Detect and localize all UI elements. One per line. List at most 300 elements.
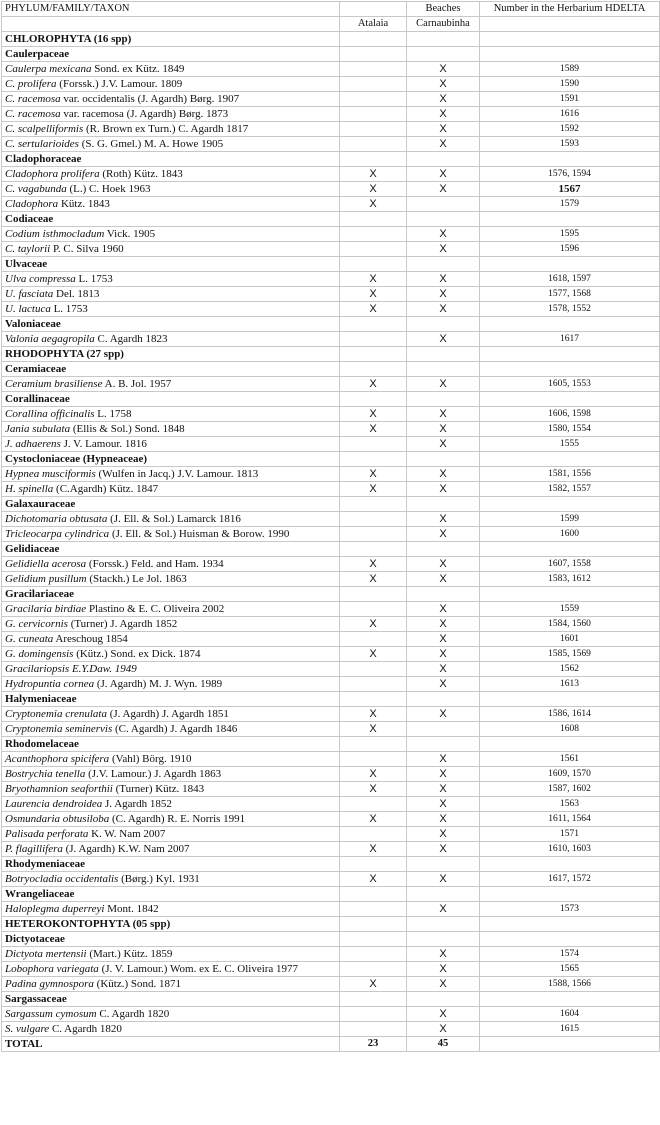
family-name: Cladophoraceae xyxy=(2,152,340,167)
scientific-name: C. sertularioides xyxy=(5,138,79,150)
family-row xyxy=(2,542,660,557)
carnaubinha-mark: X xyxy=(407,122,480,137)
carnaubinha-mark: X xyxy=(407,767,480,782)
carnaubinha-mark: X xyxy=(407,557,480,572)
scientific-name: J. adhaerens xyxy=(5,438,61,450)
carnaubinha-cell xyxy=(407,362,480,377)
family-row xyxy=(2,737,660,752)
authority: (J. V. Lamour.) Wom. ex E. C. Oliveira 1977 xyxy=(98,963,299,975)
atalaia-mark xyxy=(340,122,407,137)
carnaubinha-cell xyxy=(407,452,480,467)
taxon-row xyxy=(2,632,660,647)
carnaubinha-mark: X xyxy=(407,782,480,797)
carnaubinha-mark: X xyxy=(407,647,480,662)
family-row xyxy=(2,497,660,512)
carnaubinha-mark: X xyxy=(407,92,480,107)
carnaubinha-mark: X xyxy=(407,302,480,317)
family-name: Gracilariaceae xyxy=(2,587,340,602)
scientific-name: Gracilariopsis xyxy=(5,663,70,675)
header-spacer xyxy=(480,17,660,32)
herbarium-number: 1611, 1564 xyxy=(480,812,660,827)
phylum-row xyxy=(2,347,660,362)
herbarium-number: 1607, 1558 xyxy=(480,557,660,572)
taxon-row xyxy=(2,557,660,572)
atalaia-cell xyxy=(340,692,407,707)
taxon-name-cell xyxy=(2,167,340,182)
herbarium-number: 1578, 1552 xyxy=(480,302,660,317)
herbarium-number: 1616 xyxy=(480,107,660,122)
herbarium-cell xyxy=(480,587,660,602)
carnaubinha-cell xyxy=(407,257,480,272)
authority: A. B. Jol. 1957 xyxy=(102,378,172,390)
scientific-name: Gracilaria birdiae xyxy=(5,603,87,615)
scientific-name: G. cuneata xyxy=(5,633,54,645)
scientific-name: C. vagabunda xyxy=(5,183,67,195)
taxon-row xyxy=(2,137,660,152)
herbarium-number: 1583, 1612 xyxy=(480,572,660,587)
taxon-name-cell xyxy=(2,482,340,497)
herbarium-number: 1600 xyxy=(480,527,660,542)
family-row xyxy=(2,587,660,602)
scientific-name: C. prolifera xyxy=(5,78,57,90)
authority: (C. Agardh) J. Agardh 1846 xyxy=(112,723,238,735)
atalaia-mark: X xyxy=(340,407,407,422)
atalaia-mark xyxy=(340,752,407,767)
atalaia-mark xyxy=(340,947,407,962)
family-name: Galaxauraceae xyxy=(2,497,340,512)
herbarium-number: 1610, 1603 xyxy=(480,842,660,857)
total-row xyxy=(2,1037,660,1052)
taxon-name-cell xyxy=(2,137,340,152)
authority: (C.Agardh) Kütz. 1847 xyxy=(53,483,159,495)
atalaia-cell xyxy=(340,347,407,362)
scientific-name: Caulerpa mexicana xyxy=(5,63,92,75)
total-carnaubinha: 45 xyxy=(407,1037,480,1052)
carnaubinha-cell xyxy=(407,932,480,947)
family-row xyxy=(2,932,660,947)
family-name: Halymeniaceae xyxy=(2,692,340,707)
family-name: Gelidiaceae xyxy=(2,542,340,557)
scientific-name: Botryocladia occidentalis xyxy=(5,873,119,885)
family-row xyxy=(2,257,660,272)
taxon-name-cell xyxy=(2,842,340,857)
authority: (C. Agardh) R. E. Norris 1991 xyxy=(109,813,246,825)
total-atalaia: 23 xyxy=(340,1037,407,1052)
herbarium-cell xyxy=(480,212,660,227)
carnaubinha-mark: X xyxy=(407,947,480,962)
taxon-row xyxy=(2,122,660,137)
authority: L. 1753 xyxy=(50,303,88,315)
herbarium-number: 1605, 1553 xyxy=(480,377,660,392)
herbarium-number: 1596 xyxy=(480,242,660,257)
herbarium-number: 1585, 1569 xyxy=(480,647,660,662)
col-header-beaches: Beaches xyxy=(407,2,480,17)
scientific-name: Cryptonemia crenulata xyxy=(5,708,107,720)
herbarium-number: 1590 xyxy=(480,77,660,92)
family-name: Valoniaceae xyxy=(2,317,340,332)
herbarium-cell xyxy=(480,392,660,407)
family-name: Sargassaceae xyxy=(2,992,340,1007)
scientific-name: C. racemosa xyxy=(5,108,61,120)
atalaia-cell xyxy=(340,992,407,1007)
taxon-name-cell xyxy=(2,242,340,257)
authority: (J. Ell. & Sol.) Lamarck 1816 xyxy=(107,513,241,525)
herbarium-cell xyxy=(480,317,660,332)
herbarium-cell xyxy=(480,692,660,707)
authority: (Wulfen in Jacq.) J.V. Lamour. 1813 xyxy=(95,468,259,480)
col-header-blank xyxy=(340,2,407,17)
carnaubinha-cell xyxy=(407,497,480,512)
herbarium-number: 1563 xyxy=(480,797,660,812)
family-name: Wrangeliaceae xyxy=(2,887,340,902)
taxon-name-cell xyxy=(2,62,340,77)
taxon-row xyxy=(2,242,660,257)
taxon-row xyxy=(2,167,660,182)
taxon-name-cell xyxy=(2,812,340,827)
scientific-name: Bryothamnion seaforthii xyxy=(5,783,113,795)
carnaubinha-cell xyxy=(407,737,480,752)
taxon-name-cell xyxy=(2,527,340,542)
authority: L. 1758 xyxy=(94,408,132,420)
herbarium-number: 1593 xyxy=(480,137,660,152)
carnaubinha-mark: X xyxy=(407,482,480,497)
table-body xyxy=(2,2,660,1052)
atalaia-mark: X xyxy=(340,977,407,992)
atalaia-mark: X xyxy=(340,167,407,182)
taxon-row xyxy=(2,962,660,977)
family-row xyxy=(2,152,660,167)
herbarium-number: 1591 xyxy=(480,92,660,107)
taxon-name-cell xyxy=(2,617,340,632)
herbarium-number: 1587, 1602 xyxy=(480,782,660,797)
atalaia-mark xyxy=(340,527,407,542)
carnaubinha-mark: X xyxy=(407,407,480,422)
carnaubinha-mark: X xyxy=(407,812,480,827)
authority: (J. Ell. & Sol.) Huisman & Borow. 1990 xyxy=(109,528,290,540)
family-name: Cystocloniaceae (Hypneaceae) xyxy=(2,452,340,467)
taxon-row xyxy=(2,77,660,92)
taxon-row xyxy=(2,872,660,887)
atalaia-mark xyxy=(340,227,407,242)
carnaubinha-mark: X xyxy=(407,77,480,92)
authority: Areschoug 1854 xyxy=(53,633,128,645)
taxon-row xyxy=(2,302,660,317)
herbarium-number: 1615 xyxy=(480,1022,660,1037)
atalaia-mark: X xyxy=(340,872,407,887)
phylum-name: RHODOPHYTA (27 spp) xyxy=(2,347,340,362)
carnaubinha-cell xyxy=(407,692,480,707)
family-name: Codiaceae xyxy=(2,212,340,227)
taxon-row xyxy=(2,467,660,482)
taxon-row xyxy=(2,1022,660,1037)
taxon-name-cell xyxy=(2,752,340,767)
herbarium-number: 1574 xyxy=(480,947,660,962)
herbarium-number: 1604 xyxy=(480,1007,660,1022)
herbarium-cell xyxy=(480,47,660,62)
phylum-row xyxy=(2,32,660,47)
taxon-row xyxy=(2,107,660,122)
species-table xyxy=(1,1,660,1052)
atalaia-mark: X xyxy=(340,722,407,737)
carnaubinha-cell xyxy=(407,917,480,932)
scientific-name: Tricleocarpa cylindrica xyxy=(5,528,110,540)
col-header-atalaia: Atalaia xyxy=(340,17,407,32)
atalaia-cell xyxy=(340,47,407,62)
taxon-row xyxy=(2,272,660,287)
family-row xyxy=(2,857,660,872)
family-row xyxy=(2,212,660,227)
atalaia-mark xyxy=(340,827,407,842)
atalaia-cell xyxy=(340,887,407,902)
total-label: TOTAL xyxy=(2,1037,340,1052)
scientific-name: Cladophora xyxy=(5,198,59,210)
atalaia-mark: X xyxy=(340,707,407,722)
scientific-name: Gelidium pusillum xyxy=(5,573,87,585)
family-row xyxy=(2,392,660,407)
authority: K. W. Nam 2007 xyxy=(88,828,166,840)
taxon-name-cell xyxy=(2,1007,340,1022)
scientific-name: Lobophora variegata xyxy=(5,963,99,975)
authority: (Turner) J. Agardh 1852 xyxy=(67,618,178,630)
taxon-name-cell xyxy=(2,827,340,842)
header-spacer xyxy=(2,17,340,32)
authority: Kütz. 1843 xyxy=(58,198,110,210)
taxon-name-cell xyxy=(2,272,340,287)
carnaubinha-mark xyxy=(407,197,480,212)
carnaubinha-mark: X xyxy=(407,377,480,392)
taxon-name-cell xyxy=(2,722,340,737)
taxon-name-cell xyxy=(2,377,340,392)
taxon-row xyxy=(2,902,660,917)
herbarium-number: 1599 xyxy=(480,512,660,527)
authority: (Mart.) Kütz. 1859 xyxy=(86,948,173,960)
atalaia-cell xyxy=(340,737,407,752)
authority: Mont. 1842 xyxy=(104,903,159,915)
herbarium-cell xyxy=(480,452,660,467)
herbarium-cell xyxy=(480,857,660,872)
atalaia-cell xyxy=(340,32,407,47)
taxon-row xyxy=(2,752,660,767)
atalaia-mark xyxy=(340,602,407,617)
herbarium-cell xyxy=(480,992,660,1007)
atalaia-cell xyxy=(340,212,407,227)
carnaubinha-mark: X xyxy=(407,962,480,977)
herbarium-cell xyxy=(480,362,660,377)
taxon-name-cell xyxy=(2,977,340,992)
atalaia-mark: X xyxy=(340,467,407,482)
herbarium-number: 1606, 1598 xyxy=(480,407,660,422)
carnaubinha-cell xyxy=(407,887,480,902)
carnaubinha-mark: X xyxy=(407,617,480,632)
taxon-row xyxy=(2,782,660,797)
authority: L. 1753 xyxy=(75,273,113,285)
herbarium-number: 1589 xyxy=(480,62,660,77)
herbarium-number: 1562 xyxy=(480,662,660,677)
taxon-row xyxy=(2,617,660,632)
phylum-name: CHLOROPHYTA (16 spp) xyxy=(2,32,340,47)
herbarium-number: 1617, 1572 xyxy=(480,872,660,887)
authority: (J. Agardh) K.W. Nam 2007 xyxy=(62,843,190,855)
herbarium-number: 1609, 1570 xyxy=(480,767,660,782)
authority: (L.) C. Hoek 1963 xyxy=(66,183,151,195)
taxon-row xyxy=(2,332,660,347)
carnaubinha-mark: X xyxy=(407,797,480,812)
taxon-row xyxy=(2,827,660,842)
authority: C. Agardh 1820 xyxy=(96,1008,170,1020)
atalaia-mark xyxy=(340,797,407,812)
family-name: Ceramiaceae xyxy=(2,362,340,377)
carnaubinha-mark: X xyxy=(407,227,480,242)
carnaubinha-mark: X xyxy=(407,872,480,887)
authority: var. occidentalis (J. Agardh) Børg. 1907 xyxy=(60,93,240,105)
authority: J. V. Lamour. 1816 xyxy=(60,438,147,450)
scientific-name: Gelidiella acerosa xyxy=(5,558,87,570)
authority: (Børg.) Kyl. 1931 xyxy=(118,873,200,885)
taxon-name-cell xyxy=(2,467,340,482)
atalaia-cell xyxy=(340,857,407,872)
authority: C. Agardh 1820 xyxy=(49,1023,122,1035)
taxon-name-cell xyxy=(2,182,340,197)
herbarium-number: 1561 xyxy=(480,752,660,767)
taxon-row xyxy=(2,62,660,77)
herbarium-cell xyxy=(480,932,660,947)
authority: Vick. 1905 xyxy=(104,228,156,240)
herbarium-number: 1559 xyxy=(480,602,660,617)
carnaubinha-cell xyxy=(407,47,480,62)
carnaubinha-cell xyxy=(407,212,480,227)
taxon-name-cell xyxy=(2,572,340,587)
family-name: Rhodymeniaceae xyxy=(2,857,340,872)
taxon-row xyxy=(2,722,660,737)
atalaia-mark: X xyxy=(340,572,407,587)
authority: Del. 1813 xyxy=(53,288,100,300)
atalaia-mark xyxy=(340,77,407,92)
carnaubinha-cell xyxy=(407,992,480,1007)
herbarium-number: 1592 xyxy=(480,122,660,137)
herbarium-number: 1584, 1560 xyxy=(480,617,660,632)
taxon-row xyxy=(2,1007,660,1022)
scientific-name: Laurencia dendroidea xyxy=(5,798,103,810)
taxon-name-cell xyxy=(2,227,340,242)
taxon-name-cell xyxy=(2,437,340,452)
scientific-name: U. fasciata xyxy=(5,288,54,300)
atalaia-cell xyxy=(340,317,407,332)
taxon-name-cell xyxy=(2,632,340,647)
carnaubinha-mark: X xyxy=(407,167,480,182)
taxon-row xyxy=(2,512,660,527)
carnaubinha-mark: X xyxy=(407,632,480,647)
herbarium-number: 1613 xyxy=(480,677,660,692)
family-name: Dictyotaceae xyxy=(2,932,340,947)
authority: (Forssk.) J.V. Lamour. 1809 xyxy=(56,78,183,90)
carnaubinha-cell xyxy=(407,857,480,872)
atalaia-cell xyxy=(340,152,407,167)
family-row xyxy=(2,362,660,377)
scientific-name: Dichotomaria obtusata xyxy=(5,513,108,525)
authority: (Ellis & Sol.) Sond. 1848 xyxy=(70,423,185,435)
taxon-name-cell xyxy=(2,332,340,347)
col-header-herbarium: Number in the Herbarium HDELTA xyxy=(480,2,660,17)
scientific-name: Dictyota mertensii xyxy=(5,948,87,960)
herbarium-cell xyxy=(480,737,660,752)
authority: (S. G. Gmel.) M. A. Howe 1905 xyxy=(78,138,224,150)
atalaia-mark xyxy=(340,962,407,977)
scientific-name: P. flagillifera xyxy=(5,843,63,855)
atalaia-mark xyxy=(340,902,407,917)
atalaia-cell xyxy=(340,497,407,512)
atalaia-mark xyxy=(340,632,407,647)
family-row xyxy=(2,692,660,707)
atalaia-mark: X xyxy=(340,422,407,437)
taxon-name-cell xyxy=(2,707,340,722)
carnaubinha-mark: X xyxy=(407,287,480,302)
taxon-row xyxy=(2,812,660,827)
col-header-carnaubinha: Carnaubinha xyxy=(407,17,480,32)
herbarium-number: 1577, 1568 xyxy=(480,287,660,302)
atalaia-mark: X xyxy=(340,647,407,662)
scientific-name: G. cervicornis xyxy=(5,618,68,630)
taxon-row xyxy=(2,662,660,677)
authority: Plastino & E. C. Oliveira 2002 xyxy=(86,603,225,615)
scientific-name: C. racemosa xyxy=(5,93,61,105)
herbarium-number: 1588, 1566 xyxy=(480,977,660,992)
atalaia-mark xyxy=(340,512,407,527)
carnaubinha-cell xyxy=(407,152,480,167)
atalaia-mark: X xyxy=(340,272,407,287)
carnaubinha-cell xyxy=(407,392,480,407)
atalaia-mark xyxy=(340,1007,407,1022)
authority: E.Y.Daw. 1949 xyxy=(69,663,137,675)
scientific-name: S. vulgare xyxy=(5,1023,50,1035)
carnaubinha-mark: X xyxy=(407,707,480,722)
herbarium-number: 1595 xyxy=(480,227,660,242)
atalaia-cell xyxy=(340,587,407,602)
total-herbarium xyxy=(480,1037,660,1052)
herbarium-cell xyxy=(480,152,660,167)
atalaia-mark: X xyxy=(340,617,407,632)
herbarium-number: 1555 xyxy=(480,437,660,452)
atalaia-cell xyxy=(340,392,407,407)
taxon-name-cell xyxy=(2,647,340,662)
taxon-row xyxy=(2,197,660,212)
scientific-name: U. lactuca xyxy=(5,303,51,315)
taxon-name-cell xyxy=(2,107,340,122)
atalaia-mark xyxy=(340,662,407,677)
taxon-row xyxy=(2,407,660,422)
carnaubinha-mark xyxy=(407,722,480,737)
family-row xyxy=(2,452,660,467)
carnaubinha-mark: X xyxy=(407,527,480,542)
carnaubinha-mark: X xyxy=(407,437,480,452)
atalaia-mark: X xyxy=(340,197,407,212)
header-row-1 xyxy=(2,2,660,17)
authority: (R. Brown ex Turn.) C. Agardh 1817 xyxy=(83,123,249,135)
scientific-name: Ceramium brasiliense xyxy=(5,378,103,390)
taxon-name-cell xyxy=(2,302,340,317)
atalaia-cell xyxy=(340,542,407,557)
authority: (Stackh.) Le Jol. 1863 xyxy=(86,573,187,585)
carnaubinha-cell xyxy=(407,32,480,47)
herbarium-cell xyxy=(480,917,660,932)
atalaia-mark: X xyxy=(340,767,407,782)
scientific-name: C. scalpelliformis xyxy=(5,123,84,135)
family-row xyxy=(2,992,660,1007)
carnaubinha-mark: X xyxy=(407,1007,480,1022)
taxon-row xyxy=(2,767,660,782)
family-name: Caulerpaceae xyxy=(2,47,340,62)
carnaubinha-mark: X xyxy=(407,467,480,482)
taxon-row xyxy=(2,182,660,197)
